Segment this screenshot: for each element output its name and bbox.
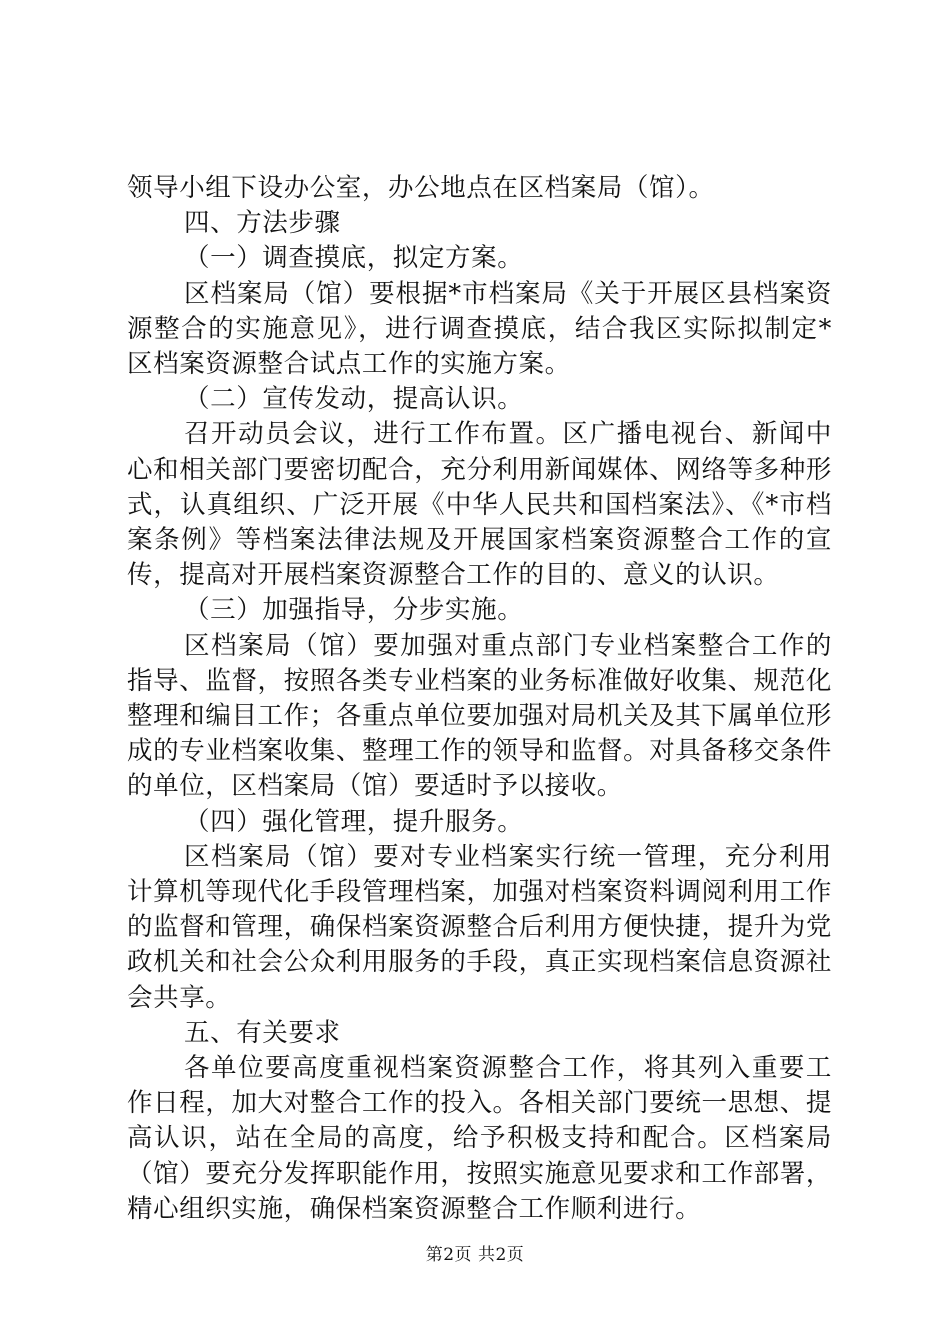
document-body [127,171,832,1227]
paragraph-continuation: 领导小组下设办公室，办公地点在区档案局（馆）。 [127,173,715,203]
paragraph-survey: 区档案局（馆）要根据*市档案局《关于开展区县档案资源整合的实施意见》，进行调查摸底，结合我区实际拟制定*区档案资源整合试点工作的实施方案。 [127,278,832,380]
section-heading-methods: 四、方法步骤 [184,208,341,239]
paragraph-publicity: 召开动员会议，进行工作布置。区广播电视台、新闻中心和相关部门要密切配合，充分利用新闻媒体、网络等多种形式，认真组织、广泛开展《中华人民共和国档案法》、《*市档案条例》等档案法律法规及开展国家档案资源整合工作的宣传，提高对开展档案资源整合工作的目的、意义的认识。 [127,419,832,591]
paragraph-requirements: 各单位要高度重视档案资源整合工作，将其列入重要工作日程，加大对整合工作的投入。各相关部门要统一思想、提高认识，站在全局的高度，给予积极支持和配合。区档案局（馆）要充分发挥职能作用，按照实施意见要求和工作部署，精心组织实施，确保档案资源整合工作顺利进行。 [127,1053,832,1224]
section-heading-requirements: 五、有关要求 [184,1017,341,1048]
subheading-publicity: （二）宣传发动，提高认识。 [184,384,524,415]
page-number-footer: 第2页 共2页 [425,1245,525,1265]
subheading-management: （四）强化管理，提升服务。 [184,806,524,837]
paragraph-management: 区档案局（馆）要对专业档案实行统一管理，充分利用计算机等现代化手段管理档案，加强对档案资料调阅利用工作的监督和管理，确保档案资源整合后利用方便快捷，提升为党政机关和社会公众利用服务的手段，真正实现档案信息资源社会共享。 [127,841,832,1013]
subheading-survey: （一）调查摸底，拟定方案。 [184,243,524,274]
paragraph-guidance: 区档案局（馆）要加强对重点部门专业档案整合工作的指导、监督，按照各类专业档案的业务标准做好收集、规范化整理和编目工作；各重点单位要加强对局机关及其下属单位形成的专业档案收集、整理工作的领导和监督。对具备移交条件的单位，区档案局（馆）要适时予以接收。 [127,630,832,802]
subheading-guidance: （三）加强指导，分步实施。 [184,595,524,626]
